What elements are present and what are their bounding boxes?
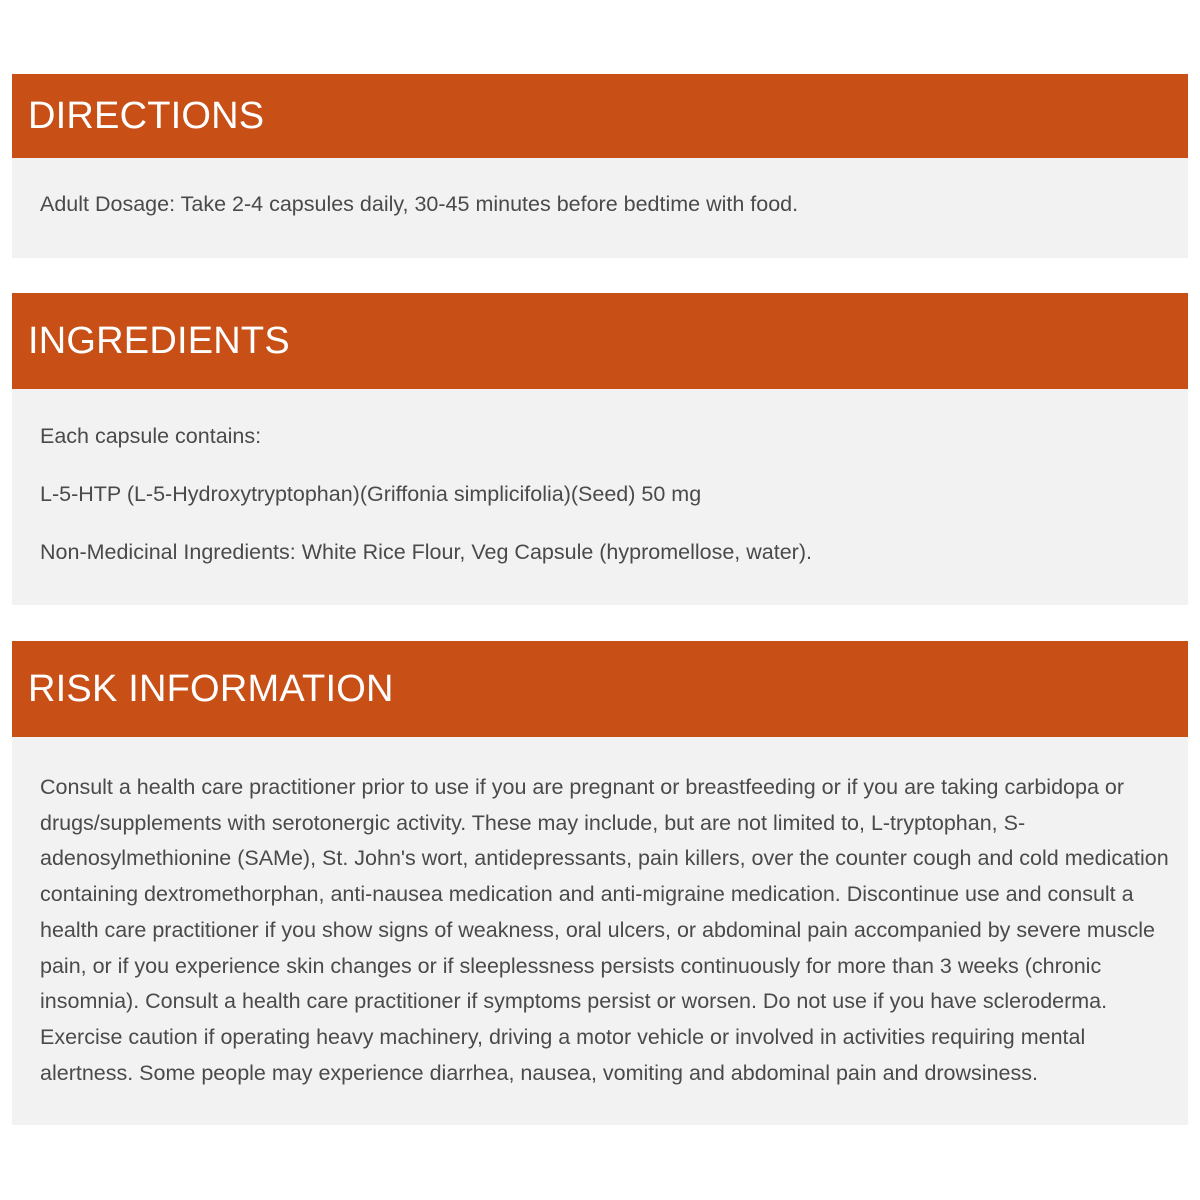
- directions-section: [12, 74, 1188, 258]
- risk-header: [12, 641, 1188, 737]
- ingredients-non-medicinal: Non-Medicinal Ingredients: White Rice Flour, Veg Capsule (hypromellose, water).: [40, 540, 812, 564]
- risk-section: [12, 641, 1188, 1125]
- risk-title: RISK INFORMATION: [28, 667, 394, 710]
- ingredients-body: [12, 389, 1188, 605]
- directions-header: [12, 74, 1188, 158]
- ingredients-header: [12, 293, 1188, 389]
- ingredients-intro: Each capsule contains:: [40, 424, 262, 448]
- ingredients-section: [12, 293, 1188, 605]
- directions-title: DIRECTIONS: [28, 94, 265, 137]
- risk-body: [12, 737, 1188, 1125]
- ingredients-medicinal: L-5-HTP (L-5-Hydroxytryptophan)(Griffonia simplicifolia)(Seed) 50 mg: [40, 482, 702, 506]
- directions-body: [12, 158, 1188, 258]
- directions-text: Adult Dosage: Take 2-4 capsules daily, 30-45 minutes before bedtime with food.: [40, 192, 799, 216]
- ingredients-title: INGREDIENTS: [28, 319, 290, 362]
- risk-text: Consult a health care practitioner prior to use if you are pregnant or breastfeeding or if you are taking carbidopa or drugs/supplements with serotonergic activity. These may include, but are not limited to, L-tryptophan, S-adenosylmethionine (SAMe), St. John's wort, antidepressants, pain killers, over the counter cough and cold medication containing dextromethorphan, anti-nausea medication and anti-migraine medication. Discontinue use and consult a health care practitioner if you show signs of weakness, oral ulcers, or abdominal pain accompanied by severe muscle pain, or if you experience skin changes or if sleeplessness persists continuously for more than 3 weeks (chronic insomnia). Consult a health care practitioner if symptoms persist or worsen. Do not use if you have scleroderma. Exercise caution if operating heavy machinery, driving a motor vehicle or involved in activities requiring mental alertness. Some people may experience diarrhea, nausea, vomiting and abdominal pain and drowsiness.: [40, 775, 1169, 1085]
